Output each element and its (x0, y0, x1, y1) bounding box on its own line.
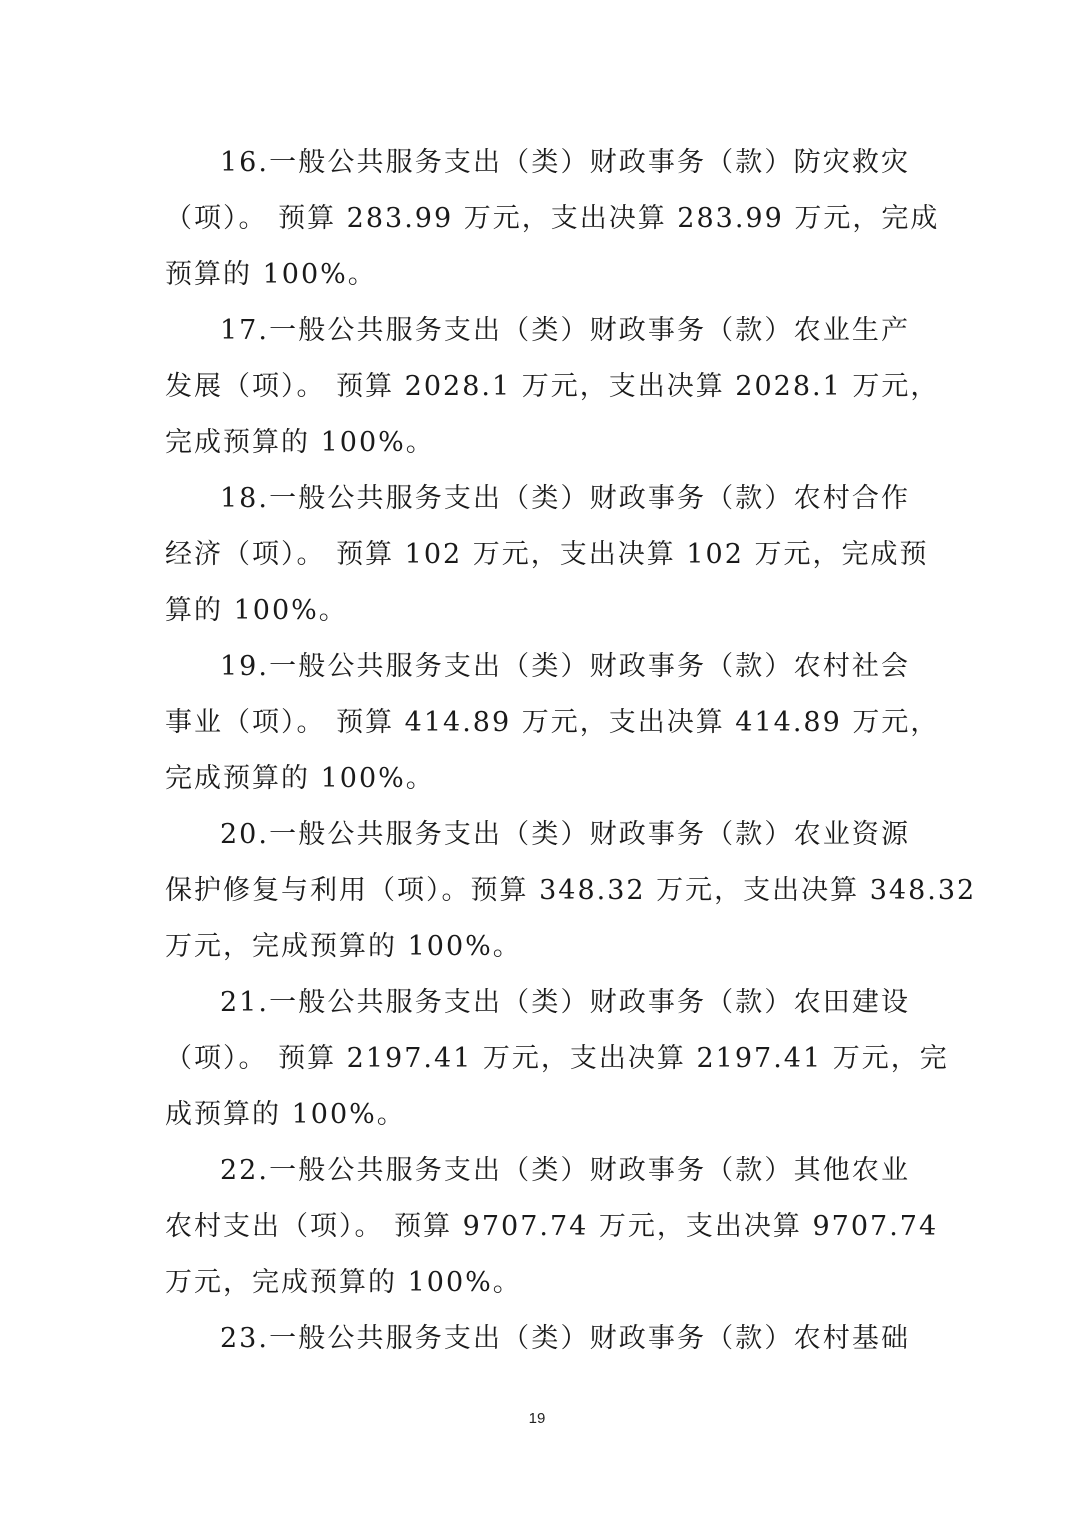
item-17-line-2: 发展（项）。 预算 2028.1 万元，支出决算 2028.1 万元， (165, 371, 940, 402)
item-19-line-1: 19.一般公共服务支出（类）财政事务（款）农村社会 (220, 651, 910, 682)
item-20-line-1: 20.一般公共服务支出（类）财政事务（款）农业资源 (220, 819, 910, 850)
item-19-line-2: 事业（项）。 预算 414.89 万元，支出决算 414.89 万元， (165, 707, 940, 738)
page-number: 19 (528, 1410, 546, 1427)
item-18-line-3: 算的 100%。 (165, 595, 348, 626)
item-16-line-1: 16.一般公共服务支出（类）财政事务（款）防灾救灾 (220, 147, 910, 178)
item-22-line-1: 22.一般公共服务支出（类）财政事务（款）其他农业 (220, 1155, 910, 1186)
item-21-line-1: 21.一般公共服务支出（类）财政事务（款）农田建设 (220, 987, 910, 1018)
item-21-line-3: 成预算的 100%。 (165, 1099, 406, 1130)
item-18-line-2: 经济（项）。 预算 102 万元，支出决算 102 万元，完成预 (165, 539, 929, 570)
item-22-line-3: 万元，完成预算的 100%。 (165, 1267, 522, 1298)
item-17-line-3: 完成预算的 100%。 (165, 427, 435, 458)
item-23-line-1: 23.一般公共服务支出（类）财政事务（款）农村基础 (220, 1323, 910, 1354)
item-17-line-1: 17.一般公共服务支出（类）财政事务（款）农业生产 (220, 315, 910, 346)
item-21-line-2: （项）。 预算 2197.41 万元，支出决算 2197.41 万元，完 (165, 1043, 949, 1074)
item-20-line-2: 保护修复与利用（项）。预算 348.32 万元，支出决算 348.32 (165, 875, 977, 906)
item-18-line-1: 18.一般公共服务支出（类）财政事务（款）农村合作 (220, 483, 910, 514)
item-20-line-3: 万元，完成预算的 100%。 (165, 931, 522, 962)
item-22-line-2: 农村支出（项）。 预算 9707.74 万元，支出决算 9707.74 (165, 1211, 939, 1242)
item-16-line-3: 预算的 100%。 (165, 259, 377, 290)
item-16-line-2: （项）。 预算 283.99 万元，支出决算 283.99 万元，完成 (165, 203, 940, 234)
item-19-line-3: 完成预算的 100%。 (165, 763, 435, 794)
